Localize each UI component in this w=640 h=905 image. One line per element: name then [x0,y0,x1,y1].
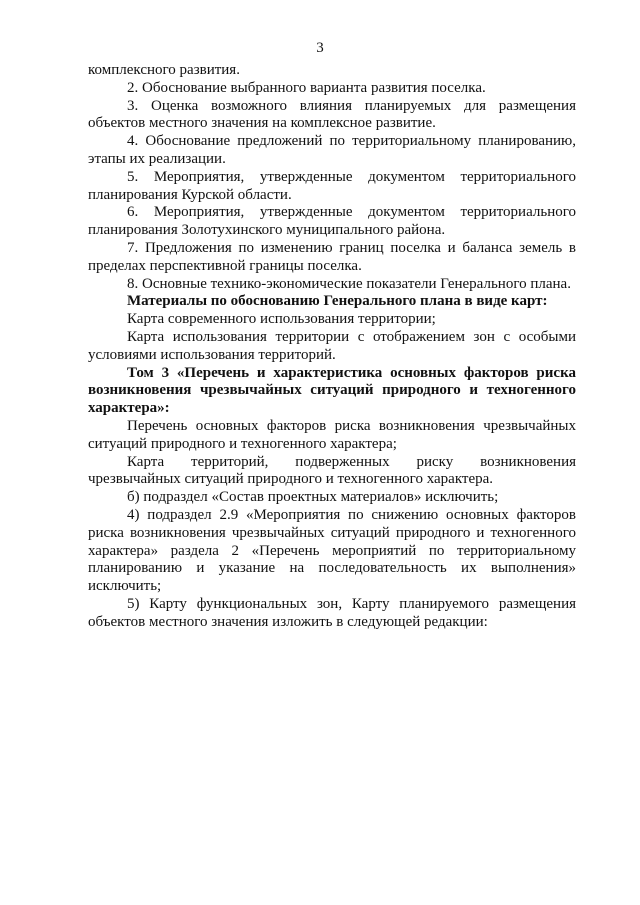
paragraph: комплексного развития. [88,62,240,78]
paragraph: 4) подраздел 2.9 «Мероприятия по снижению основных факторов риска возникновения чрезвычайных ситуаций природного и техногенного характера» раздела 2 «Перечень мероприятий по территориальному планированию и указание на последовательность их выполнения» исключить; [88,506,576,595]
paragraph: Карта территорий, подверженных риску возникновения чрезвычайных ситуаций природного и техногенного характера. [88,453,576,488]
paragraph: 6. Мероприятия, утвержденные документом территориального планирования Золотухинского муниципального района. [88,204,576,239]
section-heading: Том 3 «Перечень и характеристика основных факторов риска возникновения чрезвычайных ситуаций природного и техногенного характера»: [88,364,576,417]
paragraph: б) подраздел «Состав проектных материалов» исключить; [127,489,499,506]
paragraph: 8. Основные технико-экономические показатели Генерального плана. [127,275,571,292]
paragraph: 2. Обоснование выбранного варианта развития поселка. [127,79,486,96]
paragraph: 3. Оценка возможного влияния планируемых для размещения объектов местного значения на комплексное развитие. [88,97,576,132]
paragraph: 4. Обоснование предложений по территориальному планированию, этапы их реализации. [88,133,576,167]
paragraph: 5. Мероприятия, утвержденные документом территориального планирования Курской области. [88,168,576,203]
document-body [88,62,576,632]
page-number: 3 [316,40,324,56]
paragraph: 5) Карту функциональных зон, Карту планируемого размещения объектов местного значения изложить в следующей редакции: [88,595,576,630]
section-heading: Материалы по обоснованию Генерального плана в виде карт: [127,293,548,310]
paragraph: Перечень основных факторов риска возникновения чрезвычайных ситуаций природного и техногенного характера; [88,417,576,452]
paragraph: 7. Предложения по изменению границ поселка и баланса земель в пределах перспективной границы поселка. [88,239,576,274]
paragraph: Карта современного использования территории; [127,311,436,328]
paragraph: Карта использования территории с отображением зон с особыми условиями использования территорий. [88,328,576,363]
